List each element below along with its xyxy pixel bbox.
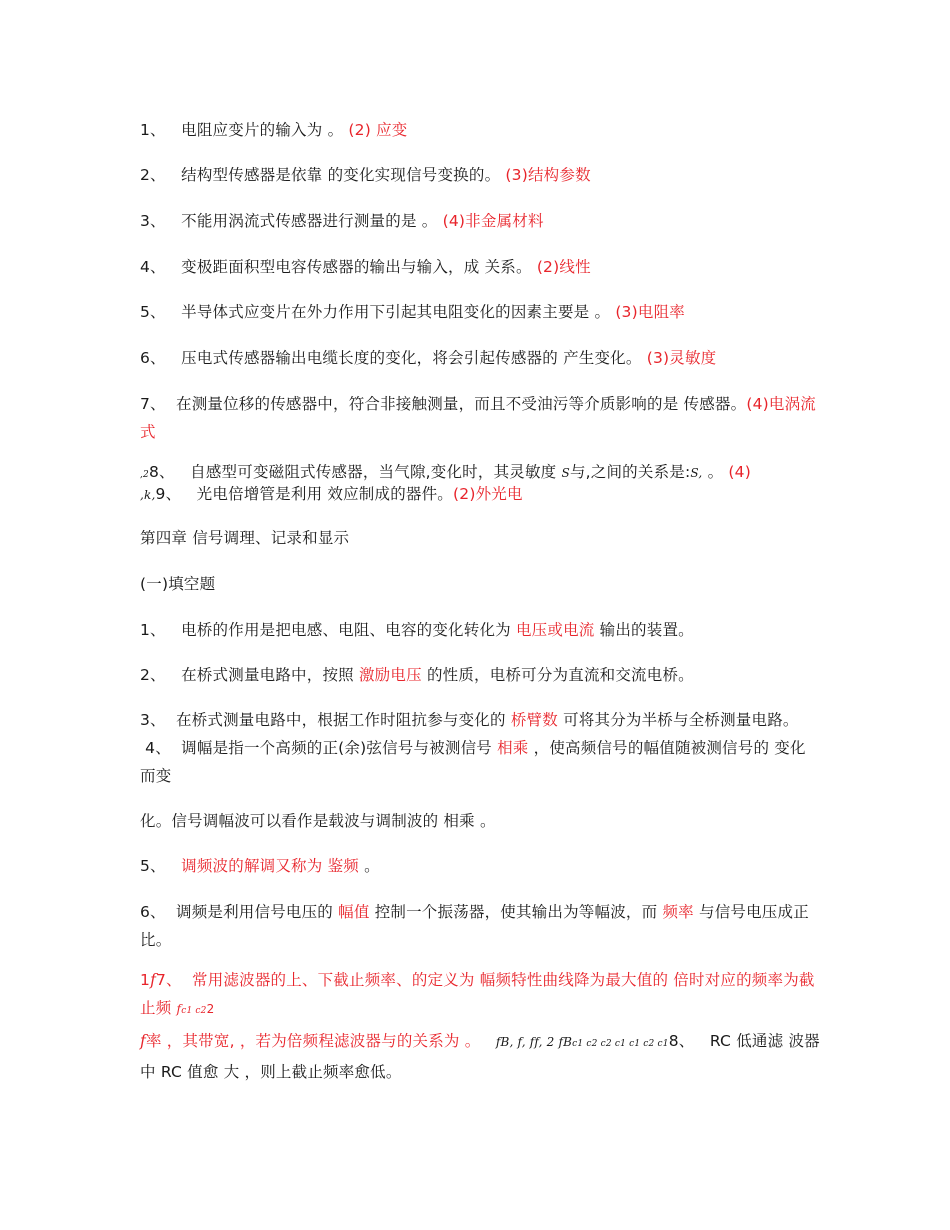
fill-question-7 xyxy=(140,966,820,1025)
question-number: 5、 xyxy=(140,857,166,875)
question-end: 。 xyxy=(364,857,380,875)
fill-question-6 xyxy=(140,898,820,954)
question-text: 在桥式测量电路中，根据工作时阻抗参与变化的 xyxy=(176,711,506,729)
fill-question-5 xyxy=(140,856,820,876)
question-number: 9、 xyxy=(155,485,182,503)
question-text-b: 输出的装置。 xyxy=(599,621,694,639)
question-prefix: ,k, xyxy=(140,488,156,502)
question-answer: 桥臂数 xyxy=(510,711,558,729)
bandwidth-formula: fB, f, ff, 2 fB xyxy=(495,1035,573,1049)
question-answer: (2)线性 xyxy=(536,258,591,276)
question-8 xyxy=(140,462,820,485)
question-prefix: ,2 xyxy=(140,470,149,480)
question-text-8b: 波器中 RC 值愈 大 ，则上截止频率愈低。 xyxy=(140,1032,820,1081)
question-text: 压电式传感器输出电缆长度的变化，将会引起传感器的 产生变化。 xyxy=(181,349,642,367)
question-number: 3、 xyxy=(140,212,166,230)
question-answer: (3)结构参数 xyxy=(505,166,591,184)
question-text-c: 与信号电压成正比。 xyxy=(140,903,809,949)
sensitivity-formula: S, xyxy=(690,466,703,480)
question-answer: 鉴频 xyxy=(327,857,359,875)
question-number: 8、 xyxy=(149,463,175,481)
fill-question-3-4 xyxy=(140,706,820,790)
question-text-c: 调幅是指一个高频的正(余)弦信号与被测信号 xyxy=(181,739,492,757)
question-number-4: 4、 xyxy=(145,739,171,757)
cutoff-formula-subscript: c1 c2 xyxy=(181,1006,207,1016)
question-text: 不能用涡流式传感器进行测量的是 。 xyxy=(181,212,438,230)
chapter-title: 第四章 信号调理、记录和显示 xyxy=(140,529,350,547)
cutoff-formula: f xyxy=(176,1002,182,1016)
question-text: 在桥式测量电路中，按照 xyxy=(181,666,354,684)
question-number: 6、 xyxy=(140,903,166,921)
question-number: 7、 xyxy=(140,395,166,413)
section-title: (一)填空题 xyxy=(140,575,216,593)
question-text: 常用滤波器的上、下截止频率、的定义为 幅频特性曲线降为最大值的 倍时对应的频率为截止频 xyxy=(140,971,815,1017)
question-text-c: 。 xyxy=(707,463,724,481)
question-6 xyxy=(140,348,820,368)
question-answer: (2) 应变 xyxy=(348,121,408,139)
question-lead: 1 xyxy=(140,971,151,989)
fill-question-4-continued: 化。信号调幅波可以看作是载波与调制波的 相乘 。 xyxy=(140,812,496,830)
fill-question-7-8 xyxy=(140,1027,820,1086)
question-9 xyxy=(140,484,820,505)
question-7 xyxy=(140,390,820,446)
question-number: 7、 xyxy=(156,971,182,989)
question-number: 1、 xyxy=(140,121,166,139)
sensitivity-symbol: S xyxy=(561,466,570,480)
question-5 xyxy=(140,302,820,322)
question-text: 率 ，其带宽, ，若为倍频程滤波器与的关系为 。 xyxy=(145,1032,481,1050)
question-text: 电阻应变片的输入为 。 xyxy=(181,121,344,139)
question-answer-4: 相乘 xyxy=(497,739,529,757)
question-3 xyxy=(140,211,820,231)
question-text-d: ，使高频信号的幅值随被测信号的 变化 而变 xyxy=(140,739,806,785)
frequency-symbol: f xyxy=(150,971,156,989)
question-answer-b: 频率 xyxy=(662,903,694,921)
question-text: 光电倍增管是利用 效应制成的器件。 xyxy=(196,485,454,503)
question-text-b: 控制一个振荡器，使其输出为等幅波，而 xyxy=(374,903,658,921)
question-4 xyxy=(140,257,820,277)
question-text: 在测量位移的传感器中，符合非接触测量，而且不受油污等介质影响的是 传感器。 xyxy=(176,395,747,413)
question-number: 3、 xyxy=(140,711,166,729)
question-number-8: 8、 xyxy=(668,1032,695,1050)
question-answer: 激励电压 xyxy=(358,666,422,684)
question-text-b: 与,之间的关系是: xyxy=(569,463,691,481)
question-answer: (4)电涡流式 xyxy=(140,395,816,441)
question-number: 4、 xyxy=(140,258,166,276)
question-answer: (4)非金属材料 xyxy=(442,212,544,230)
question-number: 2、 xyxy=(140,666,166,684)
fill-question-2 xyxy=(140,665,820,685)
question-answer: (2)外光电 xyxy=(453,485,523,503)
question-text: 半导体式应变片在外力作用下引起其电阻变化的因素主要是 。 xyxy=(181,303,611,321)
question-text-b: 的性质，电桥可分为直流和交流电桥。 xyxy=(426,666,694,684)
question-answer: 幅值 xyxy=(338,903,370,921)
question-2 xyxy=(140,165,820,185)
question-text: 自感型可变磁阻式传感器，当气隙,变化时，其灵敏度 xyxy=(190,463,557,481)
question-answer: (3)电阻率 xyxy=(615,303,685,321)
question-number: 5、 xyxy=(140,303,166,321)
question-number: 2、 xyxy=(140,166,166,184)
question-answer: (4) xyxy=(728,463,751,481)
question-answer: 电压或电流 xyxy=(515,621,595,639)
question-1 xyxy=(140,120,820,140)
question-text: 结构型传感器是依靠 的变化实现信号变换的。 xyxy=(181,166,501,184)
cutoff-formula-end: 2 xyxy=(206,1002,215,1016)
fill-question-1 xyxy=(140,620,820,640)
question-number: 6、 xyxy=(140,349,166,367)
question-text: 电桥的作用是把电感、电阻、电容的变化转化为 xyxy=(181,621,511,639)
question-number: 1、 xyxy=(140,621,166,639)
question-text: 调频波的解调又称为 xyxy=(181,857,323,875)
question-text-8a: RC 低通滤 xyxy=(709,1032,784,1050)
question-text: 调频是利用信号电压的 xyxy=(176,903,334,921)
question-answer: (3)灵敏度 xyxy=(646,349,717,367)
question-text-b: 可将其分为半桥与全桥测量电路。 xyxy=(563,711,799,729)
question-text: 变极距面积型电容传感器的输出与输入，成 关系。 xyxy=(181,258,532,276)
frequency-symbol: f xyxy=(140,1032,146,1050)
bandwidth-formula-subscript: c1 c2 c2 c1 c1 c2 c1 xyxy=(572,1039,669,1049)
